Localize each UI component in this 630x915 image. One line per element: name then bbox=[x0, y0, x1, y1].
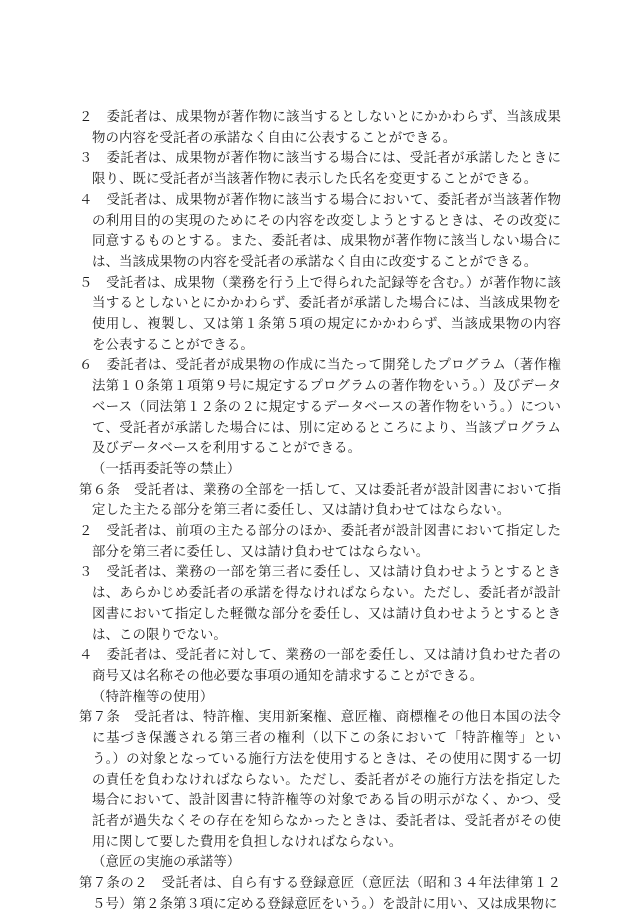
paragraph-6: ６ 委託者は、受託者が成果物の作成に当たって開発したプログラム（著作権法第１０条第１項第９号に規定するプログラムの著作物をいう。）及びデータベース（同法第１２条の２に規定するデータベースの著作物をいう。）について、受託者が承諾した場合には、別に定めるところにより、当該プログラム及びデータベースを利用することができる。 bbox=[79, 358, 561, 457]
paragraph-5: ５ 受託者は、成果物（業務を行う上で得られた記録等を含む。）が著作物に該当するとしないとにかかわらず、委託者が承諾した場合には、当該成果物を使用し、複製し、又は第１条第５項の規定にかかわらず、当該成果物の内容を公表することができる。 bbox=[79, 275, 561, 353]
article-6-paragraph-4: ４ 委託者は、受託者に対して、業務の一部を委任し、又は請け負わせた者の商号又は名称その他必要な事項の通知を請求することができる。 bbox=[79, 648, 561, 684]
article-6: 第６条 受託者は、業務の全部を一括して、又は委託者が設計図書において指定した主たる部分を第三者に委任し、又は請け負わせてはならない。 bbox=[79, 482, 561, 519]
section-heading-subcontract: （一括再委託等の禁止） bbox=[92, 461, 241, 477]
document-page bbox=[79, 108, 561, 915]
section-heading-design: （意匠の実施の承諾等） bbox=[92, 855, 241, 871]
article-7: 第７条 受託者は、特許権、実用新案権、意匠権、商標権その他日本国の法令に基づき保護される第三者の権利（以下この条において「特許権等」という。）の対象となっている施行方法を使用するときは、その使用に関する一切の責任を負わなければならない。ただし、委託者がその施行方法を指定した場合において、設計図書に特許権等の対象である旨の明示がなく、かつ、受託者が過失なくその存在を知らなかったときは、委託者は、受託者がその使用に関して要した費用を負担しなければならない。 bbox=[79, 710, 561, 850]
article-6-paragraph-3: ３ 受託者は、業務の一部を第三者に委任し、又は請け負わせようとするときは、あらかじめ委託者の承諾を得なければならない。ただし、委託者が設計図書において指定した軽微な部分を委任し、又は請け負わせようとするときは、この限りでない。 bbox=[79, 565, 561, 643]
paragraph-2: ２ 委託者は、成果物が著作物に該当するとしないとにかかわらず、当該成果物の内容を受託者の承諾なく自由に公表することができる。 bbox=[79, 110, 561, 146]
article-6-paragraph-2: ２ 受託者は、前項の主たる部分のほか、委託者が設計図書において指定した部分を第三者に委任し、又は請け負わせてはならない。 bbox=[79, 524, 561, 560]
paragraph-3: ３ 委託者は、成果物が著作物に該当する場合には、受託者が承諾したときに限り、既に受託者が当該著作物に表示した氏名を変更することができる。 bbox=[79, 151, 561, 188]
article-7-2: 第７条の２ 受託者は、自ら有する登録意匠（意匠法（昭和３４年法律第１２５号）第２条第３項に定める登録意匠をいう。）を設計に用い、又は成果物に bbox=[79, 876, 561, 912]
paragraph-4: ４ 受託者は、成果物が著作物に該当する場合において、委託者が当該著作物の利用目的の実現のためにその内容を改変しようとするときは、その改変に同意するものとする。また、委託者は、成果物が著作物に該当しない場合には、当該成果物の内容を受託者の承諾なく自由に改変することができる。 bbox=[79, 192, 561, 270]
section-heading-patent: （特許権等の使用） bbox=[92, 689, 214, 705]
